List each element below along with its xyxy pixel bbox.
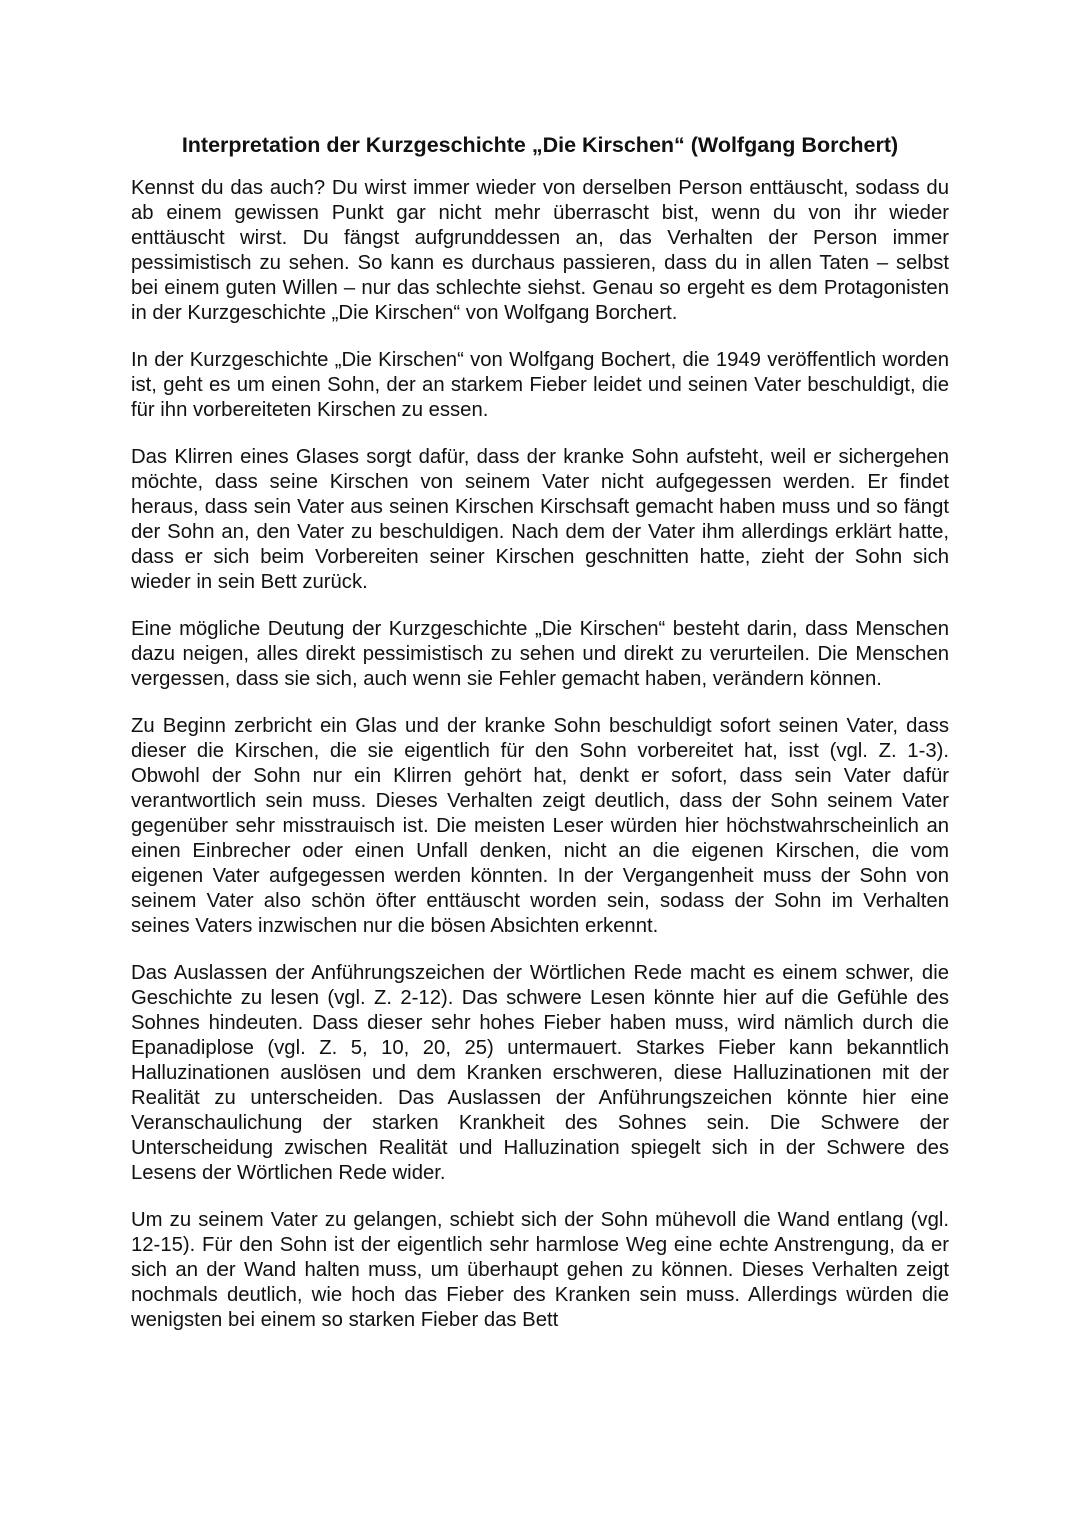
paragraph-interpretation-thesis: Eine mögliche Deutung der Kurzgeschichte „Die Kirschen“ besteht darin, dass Menschen dazu neigen, alles direkt pessimistisch zu sehen und direkt zu verurteilen. Die Menschen vergessen, dass sie sich, auch wenn sie Fehler gemacht haben, verändern können.	[131, 618, 949, 690]
document-title: Interpretation der Kurzgeschichte „Die Kirschen“ (Wolfgang Borchert)	[181, 133, 899, 157]
document-page	[131, 128, 949, 1355]
paragraph-plot: Das Klirren eines Glases sorgt dafür, dass der kranke Sohn aufsteht, weil er sichergehen möchte, dass seine Kirschen von seinem Vater nicht aufgegessen werden. Er findet heraus, dass sein Vater aus seinen Kirschen Kirschsaft gemacht haben muss und so fängt der Sohn an, den Vater zu beschuldigen. Nach dem der Vater ihm allerdings erklärt hatte, dass er sich beim Vorbereiten seiner Kirschen geschnitten hatte, zieht der Sohn sich wieder in sein Bett zurück.	[131, 446, 949, 593]
paragraph-summary: In der Kurzgeschichte „Die Kirschen“ von Wolfgang Bochert, die 1949 veröffentlich worden ist, geht es um einen Sohn, der an starkem Fieber leidet und seinen Vater beschuldigt, die für ihn vorbereiteten Kirschen zu essen.	[131, 349, 949, 421]
paragraph-analysis-glass: Zu Beginn zerbricht ein Glas und der kranke Sohn beschuldigt sofort seinen Vater, dass dieser die Kirschen, die sie eigentlich für den Sohn vorbereitet hat, isst (vgl. Z. 1-3). Obwohl der Sohn nur ein Klirren gehört hat, denkt er sofort, dass sein Vater dafür verantwortlich sein muss. Dieses Verhalten zeigt deutlich, dass der Sohn seinem Vater gegenüber sehr misstrauisch ist. Die meisten Leser würden hier höchstwahrscheinlich an einen Einbrecher oder einen Unfall denken, nicht an die eigenen Kirschen, die vom eigenen Vater aufgegessen werden könnten. In der Vergangenheit muss der Sohn von seinem Vater also schön öfter enttäuscht worden sein, sodass der Sohn im Verhalten seines Vaters inzwischen nur die bösen Absichten erkennt.	[131, 715, 949, 937]
paragraph-introduction: Kennst du das auch? Du wirst immer wieder von derselben Person enttäuscht, sodass du ab einem gewissen Punkt gar nicht mehr überrascht bist, wenn du von ihr wieder enttäuscht wirst. Du fängst aufgrunddessen an, das Verhalten der Person immer pessimistisch zu sehen. So kann es durchaus passieren, dass du in allen Taten – selbst bei einem guten Willen – nur das schlechte siehst. Genau so ergeht es dem Protagonisten in der Kurzgeschichte „Die Kirschen“ von Wolfgang Borchert.	[131, 177, 949, 324]
paragraph-analysis-speech: Das Auslassen der Anführungszeichen der Wörtlichen Rede macht es einem schwer, die Geschichte zu lesen (vgl. Z. 2-12). Das schwere Lesen könnte hier auf die Gefühle des Sohnes hindeuten. Dass dieser sehr hohes Fieber haben muss, wird nämlich durch die Epanadiplose (vgl. Z. 5, 10, 20, 25) untermauert. Starkes Fieber kann bekanntlich Halluzinationen auslösen und dem Kranken erschweren, diese Halluzinationen mit der Realität zu unterscheiden. Das Auslassen der Anführungszeichen könnte hier eine Veranschaulichung der starken Krankheit des Sohnes sein. Die Schwere der Unterscheidung zwischen Realität und Halluzination spiegelt sich in der Schwere des Lesens der Wörtlichen Rede wider.	[131, 962, 949, 1184]
paragraph-analysis-wall: Um zu seinem Vater zu gelangen, schiebt sich der Sohn mühevoll die Wand entlang (vgl. 12-15). Für den Sohn ist der eigentlich sehr harmlose Weg eine echte Anstrengung, da er sich an der Wand halten muss, um überhaupt gehen zu können. Dieses Verhalten zeigt nochmals deutlich, wie hoch das Fieber des Kranken sein muss. Allerdings würden die wenigsten bei einem so starken Fieber das Bett	[131, 1209, 949, 1331]
